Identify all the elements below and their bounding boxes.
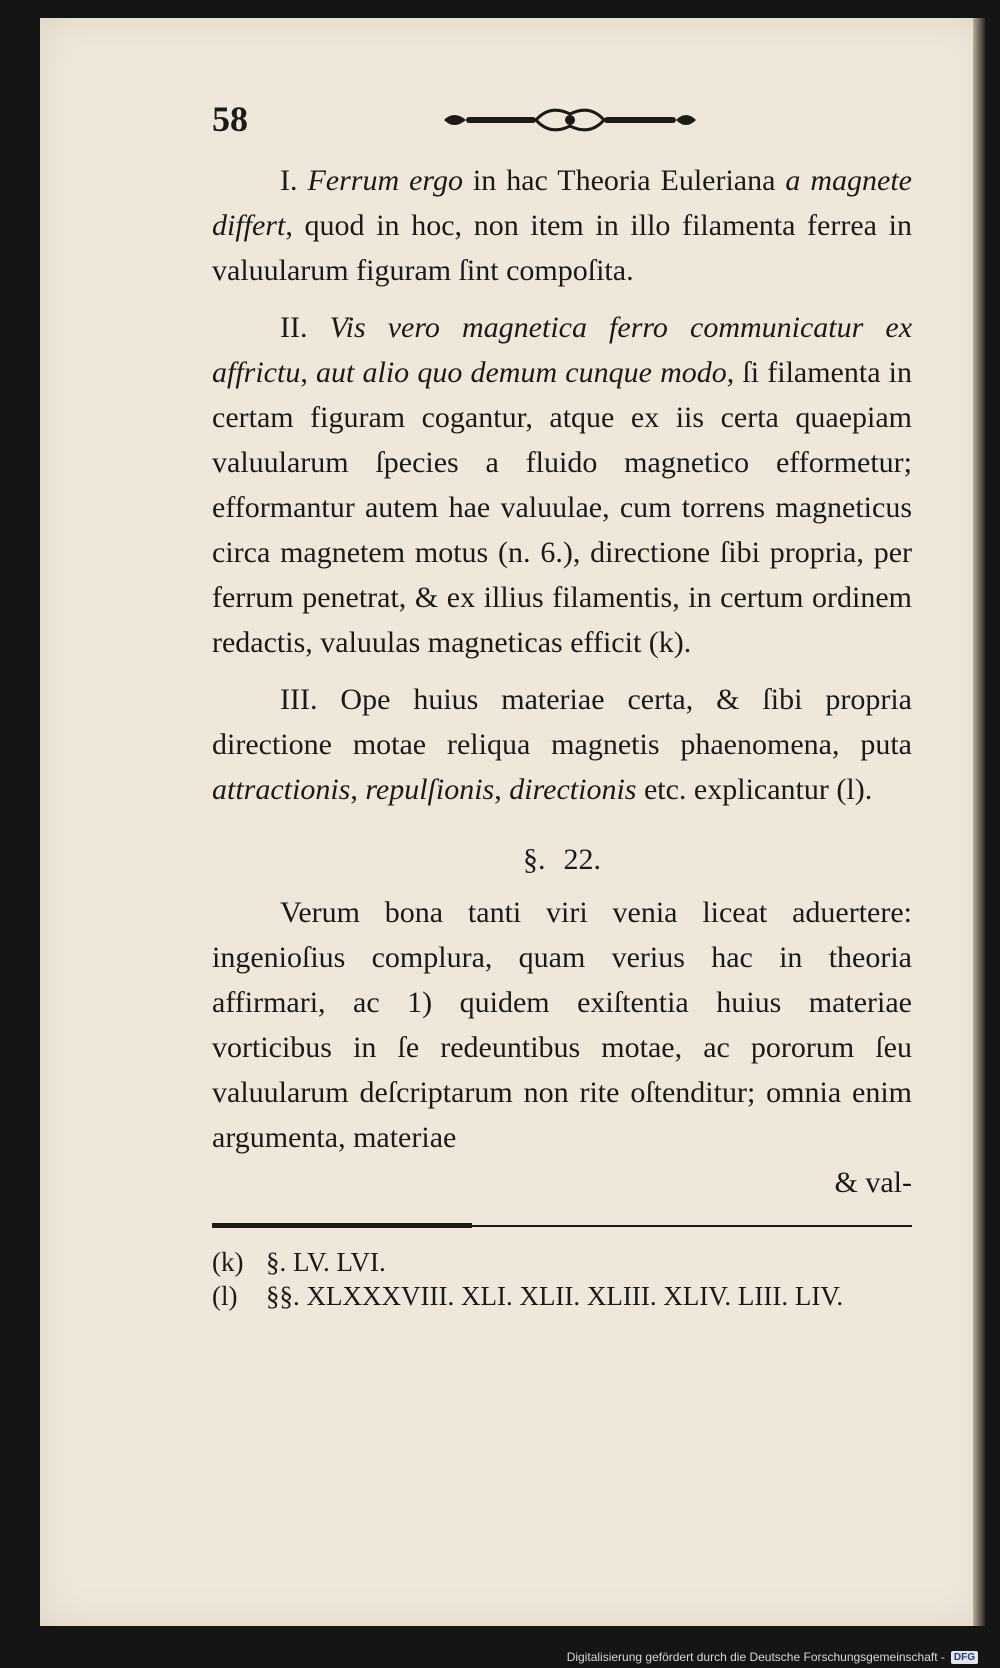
italic-run: Ferrum ergo [307,164,463,197]
text-run: in hac Theoria Euleriana [462,164,786,197]
italic-run: Vis vero magnetica ferro communicatur ex affrictu [212,311,913,389]
book-page [40,18,985,1626]
footnote-rule [212,1223,912,1229]
page-spine-edge [973,18,985,1626]
paragraph-ii [212,305,912,665]
paragraph-iii [212,677,912,812]
footnote [212,1279,912,1313]
text-run: , quod in hoc, non item in illo filamenta ferrea in valuularum figuram ſint compoſita. [212,209,912,287]
footnote [212,1245,912,1279]
footnote-mark: (l) [212,1281,238,1311]
text-run: I. [280,164,308,197]
italic-run: aut alio quo demum cunque modo [316,356,727,389]
text-run: , [300,356,317,389]
text-run: II. [280,311,330,344]
text-block [212,88,912,1313]
footnote-text: §§. XLXXXVIII. XLI. XLII. XLIII. XLIV. LIII. LIV. [266,1281,844,1311]
italic-run: a magnete differt [212,164,912,242]
text-run: , [494,773,510,806]
footnotes [212,1245,912,1313]
paragraph-22: Verum bona tanti viri venia liceat aduertere: ingenioſius complura, quam verius hac in theoria affirmari, ac 1) quidem exiſtentia huius materiae vorticibus in ſe redeuntibus motae, ac pororum ſeu valuularum deſcriptarum non rite oſtenditur; omnia enim argumenta, materiae [212,896,912,1154]
text-run: III. Ope huius materiae certa, & ſibi propria directione motae reliqua magnetis phaenomena, puta [212,683,912,761]
italic-run: directionis [509,773,637,806]
page-number: 58 [212,99,248,139]
section-number: 22. [563,843,601,876]
footnote-text: §. LV. LVI. [266,1247,386,1277]
digitization-banner [567,1650,978,1664]
text-run: , [350,773,366,806]
catchword: & val- [834,1166,912,1199]
paragraph-i [212,158,912,293]
italic-run: repulſionis [365,773,495,806]
section-heading [212,838,912,882]
text-run: , ſi filamenta in certam figuram cogantur, atque ex iis certa quaepiam valuularum ſpecies a fluido magnetico efformetur; efformantur autem hae valuulae, cum torrens magneticus circa magnetem motus (n. 6.), directione ſibi propria, per ferrum penetrat, & ex illius filamentis, in certum ordinem redactis, valuulas magneticas efficit (k). [212,356,913,659]
dfg-logo-icon: DFG [951,1651,978,1664]
running-header [212,88,912,158]
footnote-rule-thick [212,1223,472,1228]
section-symbol: §. [523,843,546,876]
footnote-mark: (k) [212,1247,244,1277]
decorative-ornament-icon [440,100,700,140]
italic-run: attractionis [212,773,351,806]
text-run: etc. explicantur (l). [636,773,873,806]
banner-text: Digitalisierung gefördert durch die Deutsche Forschungsgemeinschaft - [566,1650,945,1664]
